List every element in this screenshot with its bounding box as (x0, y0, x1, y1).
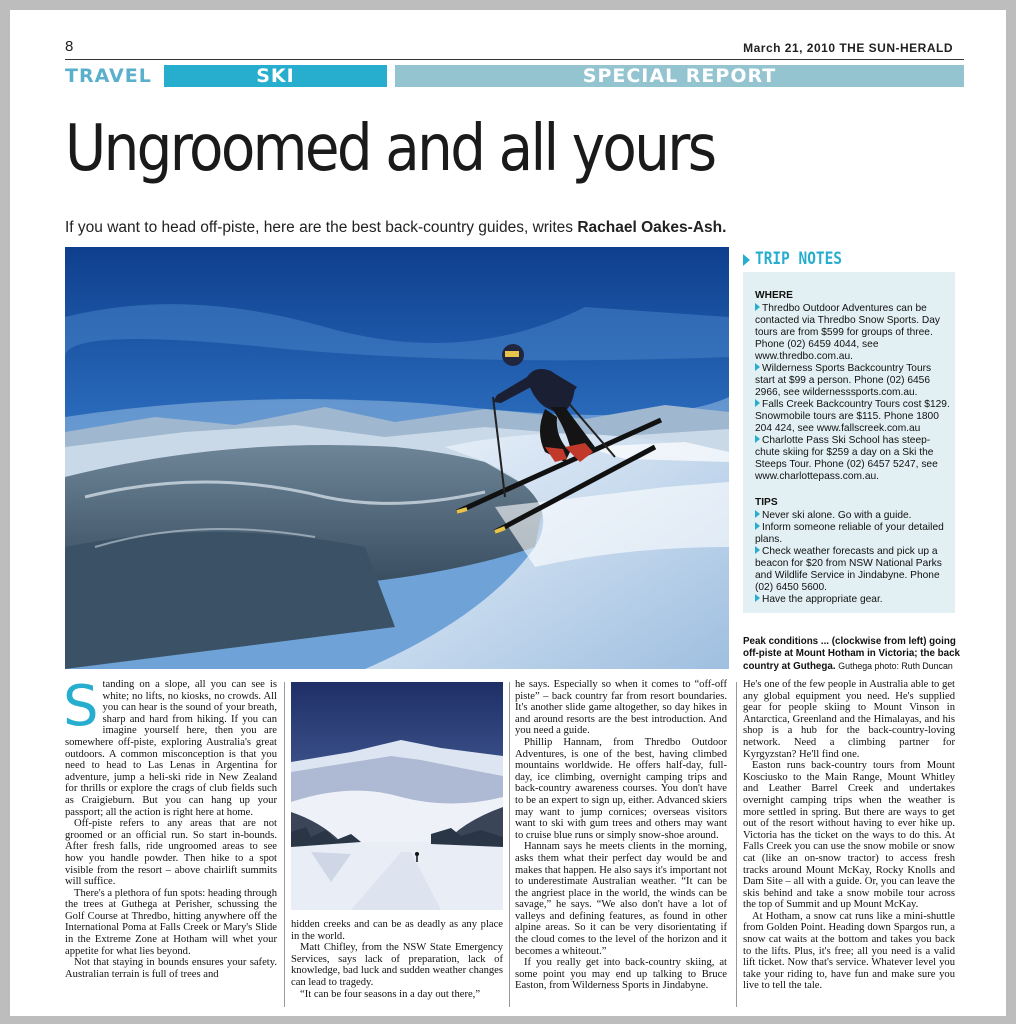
header-rule (65, 59, 964, 60)
standfirst (65, 219, 726, 237)
arrow-icon (755, 522, 760, 530)
paragraph: he says. Especially so when it comes to “off-off piste” – back country far from resort boundaries. It's another slide game altogether, so day hikes in and around resorts are the best introduction. And you need a guide. (515, 679, 727, 737)
paragraph: Phillip Hannam, from Thredbo Outdoor Adventures, is one of the best, having climbed mountains worldwide. He offers half-day, full-day, ice climbing, overnight camping trips and back-country awareness courses. You don't have to be an expert to sign up, either. Advanced skiers may want to jump cornices; overseas visitors want to ski with gum trees and others may want to cruise blue runs or simply snow-shoe around. (515, 736, 727, 841)
trip-notes-title: TRIP NOTES (755, 249, 843, 269)
paragraph: Easton runs back-country tours from Mount Kosciusko to the Main Range, Mount Whitley and Leather Barrel Creek and undertakes overnight camping trips when the weather is more settled in spring. But there are ways to get out of the resort without having to ever hike up. Victoria has the ticket on the ways to do this. At Falls Creek you can use the snow mobile or snow cat (like an on-snow tractor) to access fresh tracks around Mount McKay, Rocky Knolls and Dam Site – all with a guide. Or, you can leave the skis behind and take a snow mobile tour across the top of Summit and up Mount McKay. (743, 760, 955, 911)
headline: Ungroomed and all yours (65, 112, 715, 186)
column-rule (284, 682, 285, 1007)
photo-caption (743, 636, 963, 673)
section-special-report-banner: SPECIAL REPORT (395, 65, 964, 87)
trip-notes-box (743, 248, 955, 613)
trip-notes-header (743, 248, 955, 272)
paragraph: At Hotham, a snow cat runs like a mini-shuttle from Golden Point. Heading down Spargos run, a snow cat waits at the bottom and takes you back to the lifts. Plus, it's free; all you need is a valid lift ticket. Now that's service. Whatever level you take your riding to, have fun and make sure you live to tell the tale. (743, 910, 955, 992)
newspaper-page (10, 10, 1006, 1016)
trip-notes-body (755, 290, 953, 606)
where-item: Wilderness Sports Backcountry Tours start at $99 a person. Phone (02) 6456 2966, see wildernesssports.com.au. (755, 363, 932, 398)
arrow-icon (755, 510, 760, 518)
arrow-icon (755, 594, 760, 602)
paragraph: Off-piste refers to any areas that are not groomed or an official run. So start in-bounds. After fresh falls, ride ungroomed areas to see how you handle powder. Then hike to a spot visible from the resort – above chairlift summits will suffice. (65, 818, 277, 888)
body-column-2 (291, 919, 503, 1000)
dateline: March 21, 2010 THE SUN-HERALD (743, 41, 953, 55)
skier-illustration (65, 247, 729, 669)
arrow-icon (743, 254, 750, 266)
paragraph: There's a plethora of fun spots: heading through the trees at Guthega at Perisher, schussing the Golf Course at Thredbo, hitting anywhere off the International Poma at Falls Creek or Mary's Slide in the Extreme Zone at Hotham will whet your appetite for what lies beyond. (65, 887, 277, 957)
inset-photo-guthega (291, 682, 503, 910)
paragraph: Hannam says he meets clients in the morning, asks them what their perfect day would be and makes that happen. He also says it's important not to underestimate Australian weather. “It can be the angriest place in the world, the winds can be savage,” he says. “We also don't have a lot of valleys and defining features, as found in other alpine areas. So it can be very disorientating if the cloud comes to the level of the horizon and it becomes a whiteout.” (515, 841, 727, 957)
byline: Rachael Oakes-Ash. (577, 219, 727, 236)
drop-cap: S (63, 674, 99, 739)
page-number: 8 (65, 38, 74, 55)
where-item: Charlotte Pass Ski School has steep-chute skiing for $259 a day on a Ski the Steeps Tour. Phone (02) 6457 5247, see www.charlottepass.com.au. (755, 435, 938, 482)
where-item: Thredbo Outdoor Adventures can be contacted via Thredbo Snow Sports. Day tours are from $599 for groups of three. Phone (02) 6459 4044, see www.thredbo.com.au. (755, 303, 940, 362)
body-column-4 (743, 679, 955, 992)
paragraph: He's one of the few people in Australia able to get any global equipment you need. He's supplied gear for people skiing to Mount Vinson in Antarctica, Greenland and the Himalayas, and his shop is a hub for the back-country-loving network. Need a climbing partner for Kyrgyzstan? He'll find one. (743, 679, 955, 760)
tip-item: Inform someone reliable of your detailed plans. (755, 522, 944, 545)
paragraph: Not that staying in bounds ensures your safety. Australian terrain is full of trees and (65, 957, 277, 980)
body-column-1 (63, 674, 277, 980)
body-column-3 (515, 679, 727, 992)
column-rule (736, 682, 737, 1007)
paragraph: tanding on a slope, all you can see is white; no lifts, no kiosks, no crowds. All you can hear is the sound of your breath, sharp and hard from hiking. If you can imagine yourself here, then you are somewhere off-piste, exploring Australia's great outdoors. A common misconception is that you need to head to Las Lenas in Argentina for adventure, jump a heli-ski ride in New Zealand for thrills or explore the crags of club fields such as Craigieburn. But you can hang up your passport; all the action is right here at home. (65, 679, 277, 818)
arrow-icon (755, 546, 760, 554)
caption-text: Peak conditions ... (clockwise from left) going off-piste at Mount Hotham in Victoria; the back country at Guthega. (743, 636, 960, 672)
section-travel: TRAVEL (65, 65, 152, 87)
arrow-icon (755, 303, 760, 311)
tip-item: Check weather forecasts and pick up a beacon for $20 from NSW National Parks and Wildlife Service in Jindabyne. Phone (02) 6450 5600. (755, 546, 942, 593)
where-label: WHERE (755, 290, 793, 301)
photo-credit: Guthega photo: Ruth Duncan (838, 661, 953, 671)
section-ski-banner: SKI (164, 65, 387, 87)
arrow-icon (755, 435, 760, 443)
paragraph: “It can be four seasons in a day out there,” (300, 988, 481, 1000)
where-item: Falls Creek Backcountry Tours cost $129. Snowmobile tours are $115. Phone 1800 204 424, see www.fallscreek.com.au (755, 399, 950, 434)
paragraph: If you really get into back-country skiing, at some point you may end up talking to Bruce Easton, from Wilderness Sports in Jindabyne. (515, 957, 727, 992)
arrow-icon (755, 399, 760, 407)
tip-item: Have the appropriate gear. (755, 594, 953, 606)
tips-label: TIPS (755, 497, 778, 508)
arrow-icon (755, 363, 760, 371)
standfirst-text: If you want to head off-piste, here are the best back-country guides, writes (65, 219, 578, 236)
column-rule (509, 682, 510, 1007)
guthega-illustration (291, 682, 503, 910)
paragraph: Matt Chifley, from the NSW State Emergency Services, says lack of preparation, lack of knowledge, bad luck and sudden weather changes can lead to tragedy. (291, 942, 503, 988)
paragraph: hidden creeks and can be as deadly as any place in the world. (291, 919, 503, 942)
main-photo-skier (65, 247, 729, 669)
tip-item: Never ski alone. Go with a guide. (755, 510, 953, 522)
